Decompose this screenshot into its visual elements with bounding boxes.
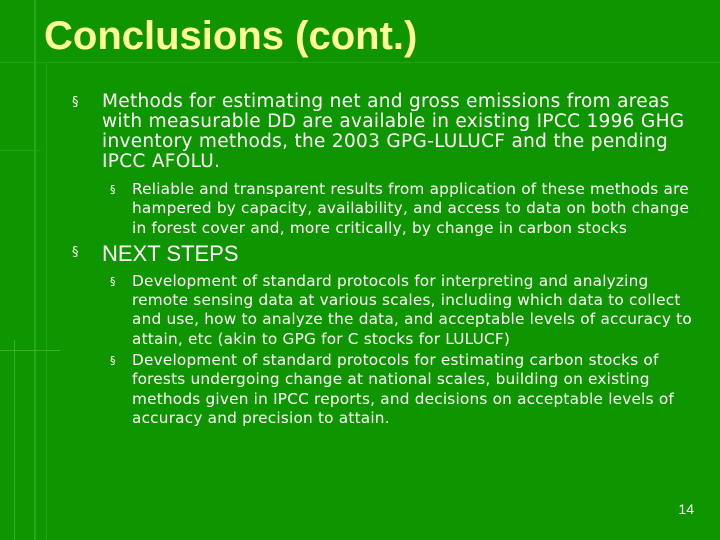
bullet-text: Methods for estimating net and gross emissions from areas with measurable DD are available in existing IPCC 1996 GHG inventory methods, the 2003 GPG-LULUCF and the pending IPCC AFOLU. [102,91,685,172]
bullet-marker: § [110,354,116,368]
bullet-next-steps [72,240,692,266]
bullet-marker: § [110,274,116,288]
bullet-marker: § [72,244,79,260]
bullet-text: NEXT STEPS [102,240,239,266]
sub-bullet-remote-sensing [110,271,702,349]
sub-bullet-text: Development of standard protocols for interpreting and analyzing remote sensing data at various scales, including which data to collect and use, how to analyze the data, and acceptable levels of accuracy to attain, etc (akin to GPG for C stocks for LULUCF) [132,271,692,348]
slide-title: Conclusions (cont.) [44,14,418,58]
bullet-marker: § [110,183,116,196]
bullet-marker: § [72,95,79,110]
sub-bullet-reliable [110,180,702,238]
sub-bullet-carbon-stocks [110,351,702,428]
page-number: 14 [678,501,694,517]
slide-content [0,92,720,428]
background-line [0,62,720,63]
sub-bullet-text: Reliable and transparent results from application of these methods are hampered by capacity, availability, and access to data on both change in forest cover and, more critically, by change in carbon stocks [132,180,690,237]
bullet-methods [72,91,692,172]
sub-bullet-text: Development of standard protocols for estimating carbon stocks of forests undergoing change at national scales, building on existing methods given in IPCC reports, and decisions on acceptable levels of accuracy and precision to attain. [132,351,674,427]
